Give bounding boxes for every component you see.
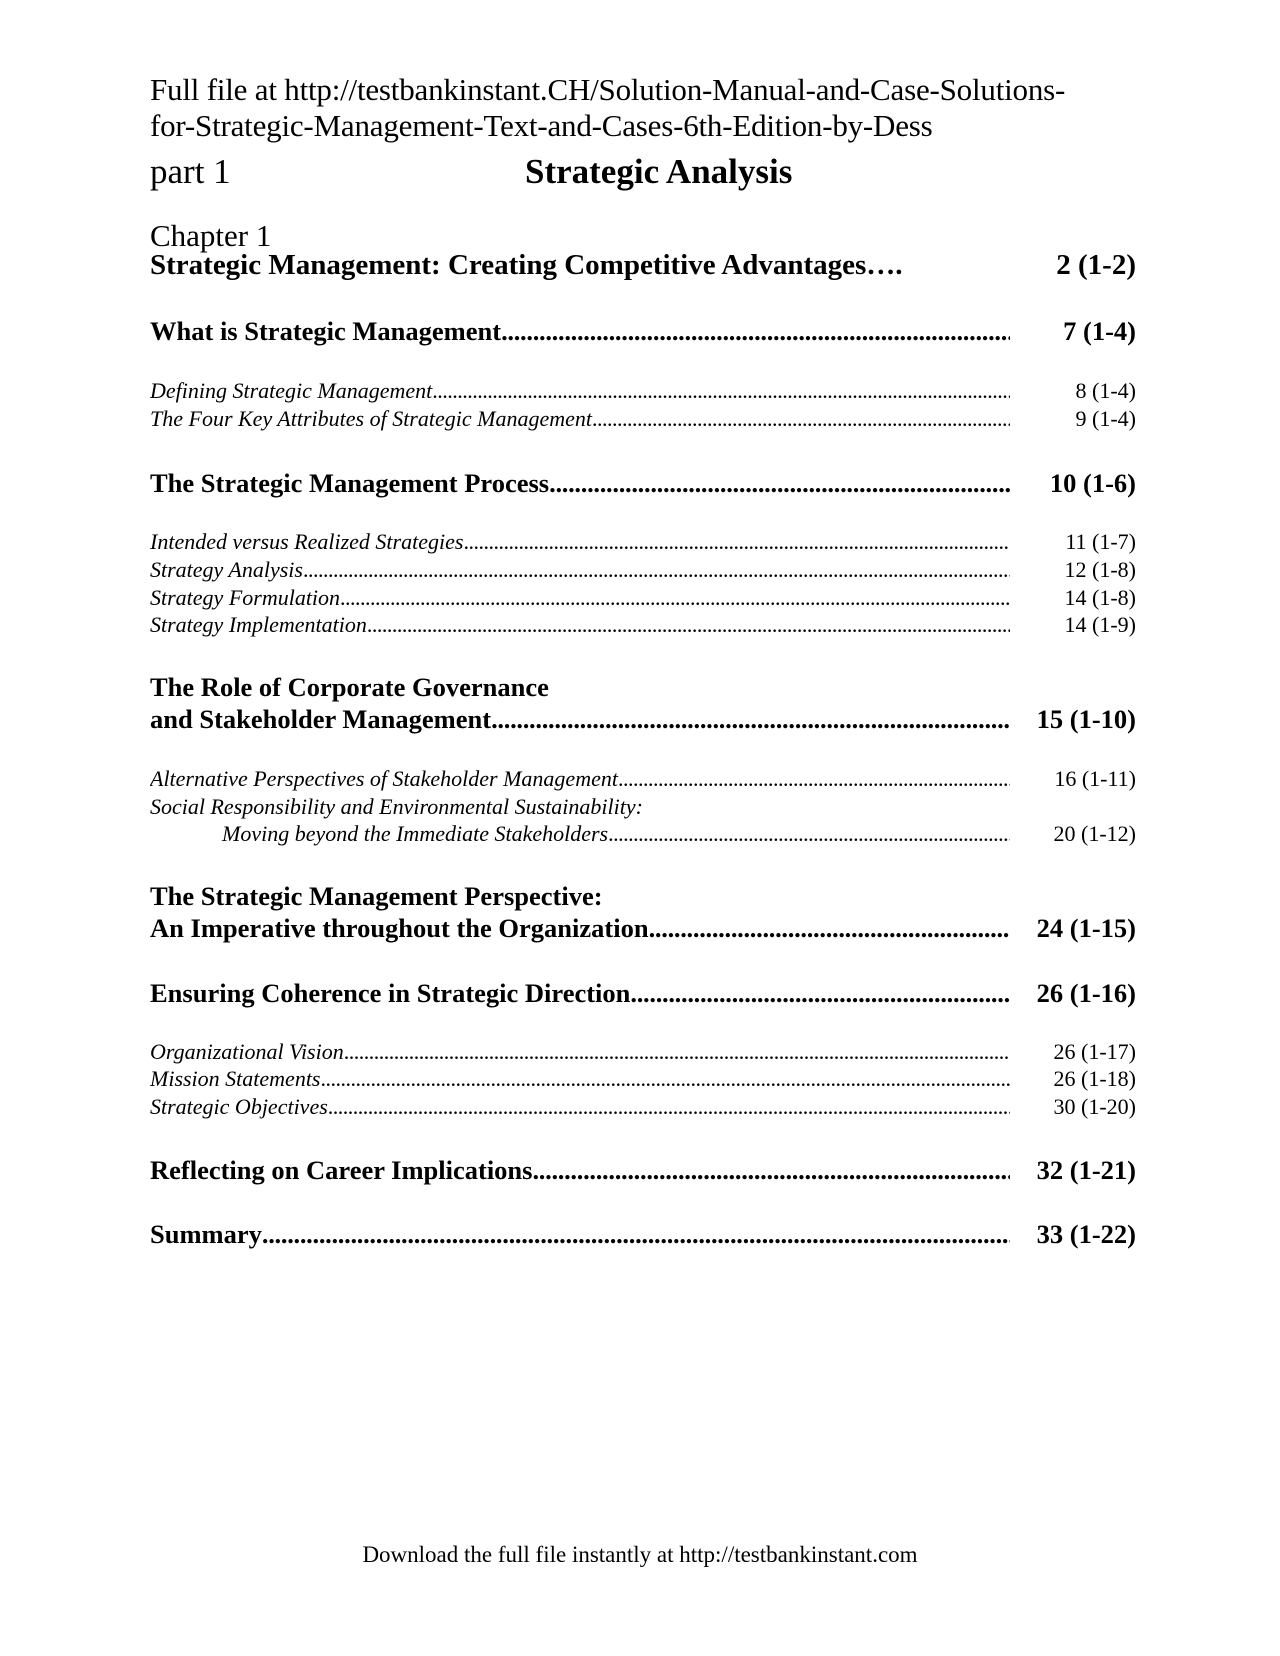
toc-analysis-label: Strategy Analysis xyxy=(150,557,303,582)
toc-coherence-page: 26 (1-16) xyxy=(1036,978,1136,1008)
toc-career xyxy=(150,1153,1136,1187)
toc-implementation xyxy=(150,611,1136,639)
toc-social xyxy=(150,820,1136,848)
dot-leader xyxy=(328,1093,1010,1121)
dot-leader xyxy=(592,405,1010,433)
toc-mission-label: Mission Statements xyxy=(150,1066,321,1091)
toc-chapter-title-label: Strategic Management: Creating Competitive Advantages…. xyxy=(150,249,903,281)
toc-implementation-label: Strategy Implementation xyxy=(150,612,367,637)
toc-governance-label: and Stakeholder Management xyxy=(150,704,492,734)
toc-defining-label: Defining Strategic Management xyxy=(150,378,433,403)
dot-leader xyxy=(367,611,1010,639)
part-title: Strategic Analysis xyxy=(525,152,793,191)
toc-analysis-page: 12 (1-8) xyxy=(1064,557,1136,582)
dot-leader xyxy=(262,1217,1010,1251)
dot-leader xyxy=(630,976,1010,1010)
dot-leader xyxy=(608,820,1010,848)
toc-what-is-page: 7 (1-4) xyxy=(1063,316,1136,346)
toc-implementation-page: 14 (1-9) xyxy=(1064,612,1136,637)
toc-vision-label: Organizational Vision xyxy=(150,1039,344,1064)
dot-leader xyxy=(344,1038,1010,1066)
toc-coherence xyxy=(150,976,1136,1010)
toc-perspective xyxy=(150,911,1136,945)
toc-governance-line-1: The Role of Corporate Governance xyxy=(150,672,549,702)
toc-perspective-page: 24 (1-15) xyxy=(1036,913,1136,943)
chapter-label: Chapter 1 xyxy=(150,218,272,253)
dot-leader xyxy=(463,528,1010,556)
toc-chapter-title xyxy=(150,246,1136,284)
toc-what-is xyxy=(150,314,1136,348)
toc-alt-perspectives-label: Alternative Perspectives of Stakeholder Management xyxy=(150,766,618,791)
toc-process-label: The Strategic Management Process xyxy=(150,468,550,498)
toc-mission xyxy=(150,1065,1136,1093)
dot-leader xyxy=(340,584,1010,612)
toc-governance-page: 15 (1-10) xyxy=(1036,704,1136,734)
toc-process-page: 10 (1-6) xyxy=(1049,468,1136,498)
toc-summary-page: 33 (1-22) xyxy=(1036,1219,1136,1249)
toc-analysis xyxy=(150,556,1136,584)
toc-governance xyxy=(150,702,1136,736)
toc-social-line-1: Social Responsibility and Environmental Sustainability: xyxy=(150,794,643,819)
toc-vision xyxy=(150,1038,1136,1066)
toc-alt-perspectives-page: 16 (1-11) xyxy=(1054,766,1136,791)
toc-formulation-page: 14 (1-8) xyxy=(1064,585,1136,610)
header-url-line-2: for-Strategic-Management-Text-and-Cases-6th-Edition-by-Dess xyxy=(150,108,933,143)
toc-chapter-title-page: 2 (1-2) xyxy=(1056,249,1136,281)
header-url-line-1: Full file at http://testbankinstant.CH/Solution-Manual-and-Case-Solutions- xyxy=(150,72,1066,107)
header-url xyxy=(150,72,1150,144)
toc-mission-page: 26 (1-18) xyxy=(1053,1066,1136,1091)
part-heading xyxy=(150,150,1150,194)
dot-leader xyxy=(618,765,1010,793)
footer-download-text: Download the full file instantly at http://testbankinstant.com xyxy=(362,1542,918,1567)
part-label: part 1 xyxy=(150,152,231,191)
toc-defining-page: 8 (1-4) xyxy=(1075,378,1136,403)
toc-perspective-label: An Imperative throughout the Organization xyxy=(150,913,649,943)
toc-intended xyxy=(150,528,1136,556)
toc-career-label: Reflecting on Career Implications xyxy=(150,1155,533,1185)
toc-coherence-label: Ensuring Coherence in Strategic Direction xyxy=(150,978,631,1008)
toc-four-key xyxy=(150,405,1136,433)
toc-objectives-label: Strategic Objectives xyxy=(150,1094,328,1119)
toc-formulation xyxy=(150,584,1136,612)
dot-leader xyxy=(432,377,1010,405)
toc-objectives-page: 30 (1-20) xyxy=(1053,1094,1136,1119)
dot-leader xyxy=(649,911,1010,945)
toc-social-page: 20 (1-12) xyxy=(1053,821,1136,846)
toc-formulation-label: Strategy Formulation xyxy=(150,585,341,610)
toc-intended-page: 11 (1-7) xyxy=(1065,529,1136,554)
toc-career-page: 32 (1-21) xyxy=(1036,1155,1136,1185)
toc-process xyxy=(150,466,1136,500)
toc-objectives xyxy=(150,1093,1136,1121)
toc-summary-label: Summary xyxy=(150,1219,262,1249)
toc-alt-perspectives xyxy=(150,765,1136,793)
toc-social-label: Moving beyond the Immediate Stakeholders xyxy=(222,821,609,846)
toc-four-key-label: The Four Key Attributes of Strategic Management xyxy=(150,406,592,431)
dot-leader xyxy=(303,556,1010,584)
dot-leader xyxy=(501,314,1010,348)
toc-intended-label: Intended versus Realized Strategies xyxy=(150,529,464,554)
toc-vision-page: 26 (1-17) xyxy=(1053,1039,1136,1064)
toc-perspective-line-1: The Strategic Management Perspective: xyxy=(150,881,603,911)
dot-leader xyxy=(491,702,1010,736)
dot-leader xyxy=(549,466,1010,500)
toc-what-is-label: What is Strategic Management xyxy=(150,316,502,346)
toc-summary xyxy=(150,1217,1136,1251)
dot-leader xyxy=(532,1153,1010,1187)
toc-defining xyxy=(150,377,1136,405)
toc-four-key-page: 9 (1-4) xyxy=(1075,406,1136,431)
dot-leader xyxy=(321,1065,1011,1093)
